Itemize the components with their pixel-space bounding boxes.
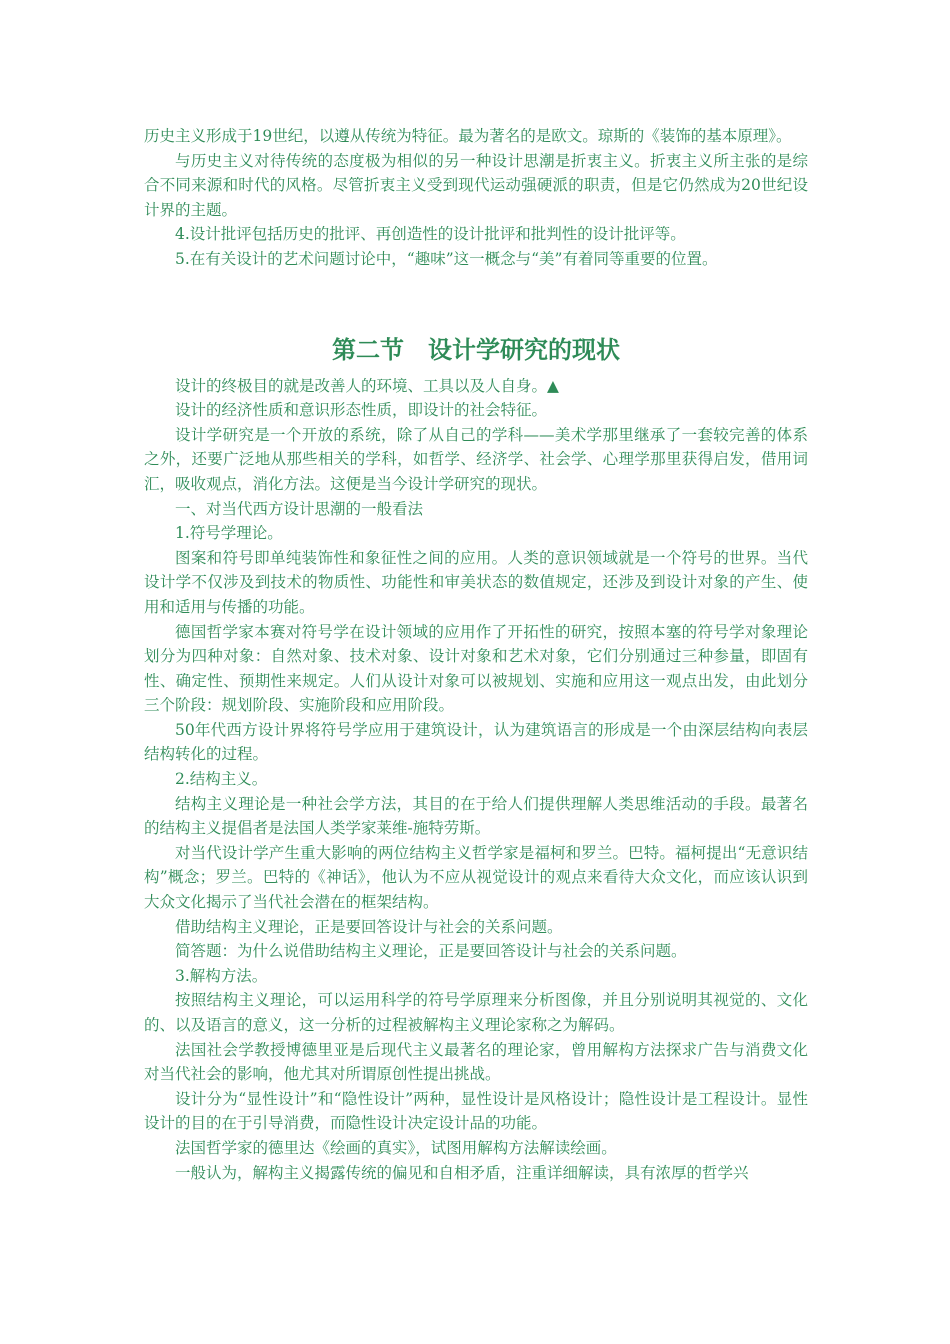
paragraph-deconstruction-summary: 一般认为，解构主义揭露传统的偏见和自相矛盾，注重详细解读，具有浓厚的哲学兴 (175, 1163, 749, 1182)
paragraph-foucault-barthes: 对当代设计学产生重大影响的两位结构主义哲学家是福柯和罗兰。巴特。福柯提出“无意识结构”概念；罗兰。巴特的《神话》，他认为不应从视觉设计的观点来看待大众文化，而应该认识到大众文化揭示了当代社会潜在的框架结构。 (144, 843, 808, 912)
paragraph-structuralism: 结构主义理论是一种社会学方法，其目的在于给人们提供理解人类思维活动的手段。最著名的结构主义提倡者是法国人类学家莱维-施特劳斯。 (144, 794, 808, 838)
paragraph-explicit-implicit: 设计分为“显性设计”和“隐性设计”两种，显性设计是风格设计；隐性设计是工程设计。显性设计的目的在于引导消费，而隐性设计决定设计品的功能。 (144, 1089, 808, 1133)
paragraph-point-5: 5.在有关设计的艺术问题讨论中，“趣味”这一概念与“美”有着同等重要的位置。 (175, 249, 718, 268)
paragraph-symbols: 图案和符号即单纯装饰性和象征性之间的应用。人类的意识领域就是一个符号的世界。当代设计学不仅涉及到技术的物质性、功能性和审美状态的数值规定，还涉及到设计对象的产生、使用和适用与传播的功能。 (144, 548, 808, 616)
paragraph-derrida: 法国哲学家的德里达《绘画的真实》，试图用解构方法解读绘画。 (175, 1138, 617, 1157)
paragraph-eclecticism: 与历史主义对待传统的态度极为相似的另一种设计思潮是折衷主义。折衷主义所主张的是综合不同来源和时代的风格。尽管折衷主义受到现代运动强硬派的职责，但是它仍然成为20世纪设计界的主题。 (144, 151, 808, 219)
subheading-structuralism: 2.结构主义。 (175, 770, 268, 789)
paragraph-short-question: 简答题：为什么说借助结构主义理论，正是要回答设计与社会的关系问题。 (175, 942, 687, 961)
document-page (144, 124, 808, 1185)
paragraph-research-status: 设计学研究是一个开放的系统，除了从自己的学科——美术学那里继承了一套较完善的体系之外，还要广泛地从那些相关的学科，如哲学、经济学、社会学、心理学那里获得启发，借用词汇，吸收观点，消化方法。这便是当今设计学研究的现状。 (144, 425, 808, 493)
subheading-western-thought: 一、对当代西方设计思潮的一般看法 (175, 499, 424, 518)
paragraph-history: 历史主义形成于19世纪，以遵从传统为特征。最为著名的是欧文。琼斯的《装饰的基本原理》。 (144, 127, 792, 145)
paragraph-design-society: 借助结构主义理论，正是要回答设计与社会的关系问题。 (175, 917, 563, 936)
paragraph-baudrillard: 法国社会学教授博德里亚是后现代主义最著名的理论家，曾用解构方法探求广告与消费文化对当代社会的影响，他尤其对所谓原创性提出挑战。 (144, 1040, 808, 1084)
paragraph-decoding: 按照结构主义理论，可以运用科学的符号学原理来分析图像，并且分别说明其视觉的、文化的、以及语言的意义，这一分析的过程被解构主义理论家称之为解码。 (144, 991, 808, 1034)
subheading-deconstruction: 3.解构方法。 (175, 966, 268, 985)
paragraph-design-nature: 设计的经济性质和意识形态性质，即设计的社会特征。 (175, 401, 548, 420)
paragraph-bense: 德国哲学家本赛对符号学在设计领域的应用作了开拓性的研究，按照本塞的符号学对象理论划分为四种对象：自然对象、技术对象、设计对象和艺术对象，它们分别通过三种参量，即固有性、确定性、预期性来规定。人们从设计对象可以被规划、实施和应用这一观点出发，由此划分三个阶段：规划阶段、实施阶段和应用阶段。 (144, 622, 808, 715)
paragraph-point-4: 4.设计批评包括历史的批评、再创造性的设计批评和批判性的设计批评等。 (175, 225, 686, 244)
section-title: 第二节 设计学研究的现状 (332, 335, 620, 364)
paragraph-design-goal: 设计的终极目的就是改善人的环境、工具以及人自身。▲ (175, 376, 559, 395)
subheading-semiotics: 1.符号学理论。 (175, 524, 283, 543)
paragraph-architecture: 50年代西方设计界将符号学应用于建筑设计，认为建筑语言的形成是一个由深层结构向表层结构转化的过程。 (144, 720, 808, 764)
